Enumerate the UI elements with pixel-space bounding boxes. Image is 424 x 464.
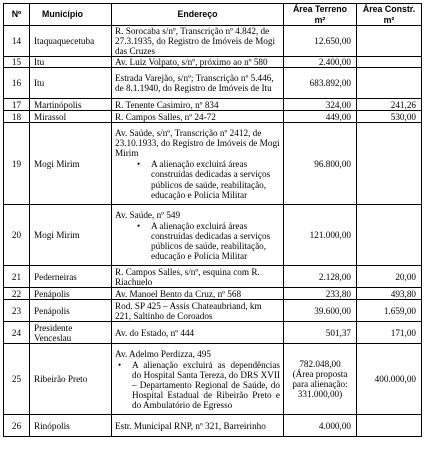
row-municipio: Itu xyxy=(30,57,112,68)
row-endereco: Av. Luiz Volpato, s/nº, próximo ao nº 580 xyxy=(112,57,284,68)
row-number: 18 xyxy=(4,111,30,123)
row-area-terreno: 12.650,00 xyxy=(284,26,357,57)
row-area-constr xyxy=(357,26,422,57)
row-area-terreno-note: (Área proposta para alienação: 331.000,00) xyxy=(292,369,348,400)
table-row xyxy=(4,415,422,437)
row-endereco: R. Campos Salles, s/nº, esquina com R. Riachuelo xyxy=(112,266,284,288)
row-municipio: Martinópolis xyxy=(30,99,112,111)
row-number: 26 xyxy=(4,415,30,437)
row-area-terreno: 96.800,00 xyxy=(284,123,357,205)
row-area-terreno-cell xyxy=(284,344,357,415)
table-row xyxy=(4,99,422,111)
row-note-text: A alienação excluirá as dependências do Hospital Santa Tereza, do DRS XVII – Departamento Regional de Saúde, do Hospital Estadual de Ribeirão Preto e do Ambulatório de Egresso xyxy=(132,359,280,411)
bullet-icon: • xyxy=(137,220,141,231)
row-endereco-cell xyxy=(112,123,284,205)
table-row xyxy=(4,123,422,205)
row-endereco-cell xyxy=(112,205,284,266)
row-area-terreno: 782.048,00 xyxy=(299,359,341,370)
row-area-terreno: 449,00 xyxy=(284,111,357,123)
row-area-constr: 171,00 xyxy=(357,322,422,344)
row-area-constr: 241,26 xyxy=(357,99,422,111)
table-row xyxy=(4,322,422,344)
table-row xyxy=(4,26,422,57)
row-area-constr xyxy=(357,57,422,68)
row-endereco: R. Tenente Casimiro, nº 834 xyxy=(112,99,284,111)
row-municipio: Mirassol xyxy=(30,111,112,123)
row-municipio: Rinópolis xyxy=(30,415,112,437)
row-number: 19 xyxy=(4,123,30,205)
header-area-terreno: Área Terreno m² xyxy=(284,4,357,26)
row-endereco: Estr. Municipal RNP, nº 321, Barreirinho xyxy=(112,415,284,437)
row-area-terreno: 233,80 xyxy=(284,288,357,300)
row-endereco: Rod. SP 425 – Assis Chateaubriand, km 221, Saltinho de Coroados xyxy=(112,300,284,322)
header-municipio: Município xyxy=(30,4,112,26)
row-number: 22 xyxy=(4,288,30,300)
row-endereco: R. Campos Salles, nº 24-72 xyxy=(112,111,284,123)
row-municipio: Pederneiras xyxy=(30,266,112,288)
row-note-text: A alienação excluirá áreas construídas dedicadas a serviços públicos de saúde, reabilitação, educação e Polícia Militar xyxy=(151,159,271,200)
row-municipio: Itaquaquecetuba xyxy=(30,26,112,57)
row-endereco: Av. Manoel Bento da Cruz, nº 568 xyxy=(112,288,284,300)
row-area-terreno: 324,00 xyxy=(284,99,357,111)
row-area-constr xyxy=(357,68,422,99)
table-row xyxy=(4,266,422,288)
row-area-constr: 20,00 xyxy=(357,266,422,288)
row-municipio: Penápolis xyxy=(30,300,112,322)
row-municipio: Mogi Mirim xyxy=(30,205,112,266)
row-area-constr: 400.000,00 xyxy=(357,344,422,415)
row-note-text: A alienação excluirá áreas construídas dedicadas a serviços públicos de saúde, reabilitação, educação e Polícia Militar xyxy=(151,220,271,262)
row-note xyxy=(115,360,280,410)
row-number: 24 xyxy=(4,322,30,344)
row-number: 20 xyxy=(4,205,30,266)
header-area-constr: Área Constr. m² xyxy=(357,4,422,26)
row-note xyxy=(115,221,280,261)
header-endereco: Endereço xyxy=(112,4,284,26)
row-number: 15 xyxy=(4,57,30,68)
row-municipio: Presidente Venceslau xyxy=(30,322,112,344)
row-area-constr xyxy=(357,415,422,437)
row-endereco: Av. Saúde, nº 549 xyxy=(115,209,181,220)
row-endereco: Av. do Estado, nº 444 xyxy=(112,322,284,344)
table-row xyxy=(4,344,422,415)
row-area-constr xyxy=(357,123,422,205)
row-area-terreno: 121.000,00 xyxy=(284,205,357,266)
table-row xyxy=(4,111,422,123)
row-endereco: Av. Adelmo Perdizza, 495 xyxy=(115,348,211,359)
table-row xyxy=(4,57,422,68)
row-endereco: R. Sorocaba s/nº, Transcrição nº 4.842, de 27.3.1935, do Registro de Imóveis de Mogi das Cruzes xyxy=(112,26,284,57)
table-row xyxy=(4,205,422,266)
row-area-constr: 530,00 xyxy=(357,111,422,123)
row-number: 14 xyxy=(4,26,30,57)
row-number: 21 xyxy=(4,266,30,288)
row-municipio: Penápolis xyxy=(30,288,112,300)
row-endereco: Av. Saúde, s/nº, Transcrição nº 2412, de 23.10.1933, do Registro de Imóveis de Mogi Mirim xyxy=(115,128,280,159)
bullet-icon: • xyxy=(137,159,141,170)
table-row xyxy=(4,288,422,300)
row-number: 16 xyxy=(4,68,30,99)
row-area-terreno: 683.892,00 xyxy=(284,68,357,99)
row-area-terreno: 2.400,00 xyxy=(284,57,357,68)
row-municipio: Itu xyxy=(30,68,112,99)
header-n: Nº xyxy=(4,4,30,26)
row-endereco-cell xyxy=(112,344,284,415)
row-endereco: Estrada Varejão, s/nº; Transcrição nº 5.446, de 8.1.1940, do Registro de Imóveis de Itu xyxy=(112,68,284,99)
table-row xyxy=(4,68,422,99)
properties-table xyxy=(3,3,422,437)
row-area-terreno: 2.128,00 xyxy=(284,266,357,288)
row-area-terreno: 4.000,00 xyxy=(284,415,357,437)
row-number: 17 xyxy=(4,99,30,111)
row-note xyxy=(115,159,280,199)
row-area-constr: 1.659,00 xyxy=(357,300,422,322)
row-area-constr: 493,80 xyxy=(357,288,422,300)
row-area-terreno: 39.600,00 xyxy=(284,300,357,322)
row-municipio: Mogi Mirim xyxy=(30,123,112,205)
row-area-constr xyxy=(357,205,422,266)
table-header-row xyxy=(4,4,422,26)
row-number: 23 xyxy=(4,300,30,322)
bullet-icon: • xyxy=(118,359,122,370)
table-row xyxy=(4,300,422,322)
row-area-terreno: 501,37 xyxy=(284,322,357,344)
row-municipio: Ribeirão Preto xyxy=(30,344,112,415)
row-number: 25 xyxy=(4,344,30,415)
